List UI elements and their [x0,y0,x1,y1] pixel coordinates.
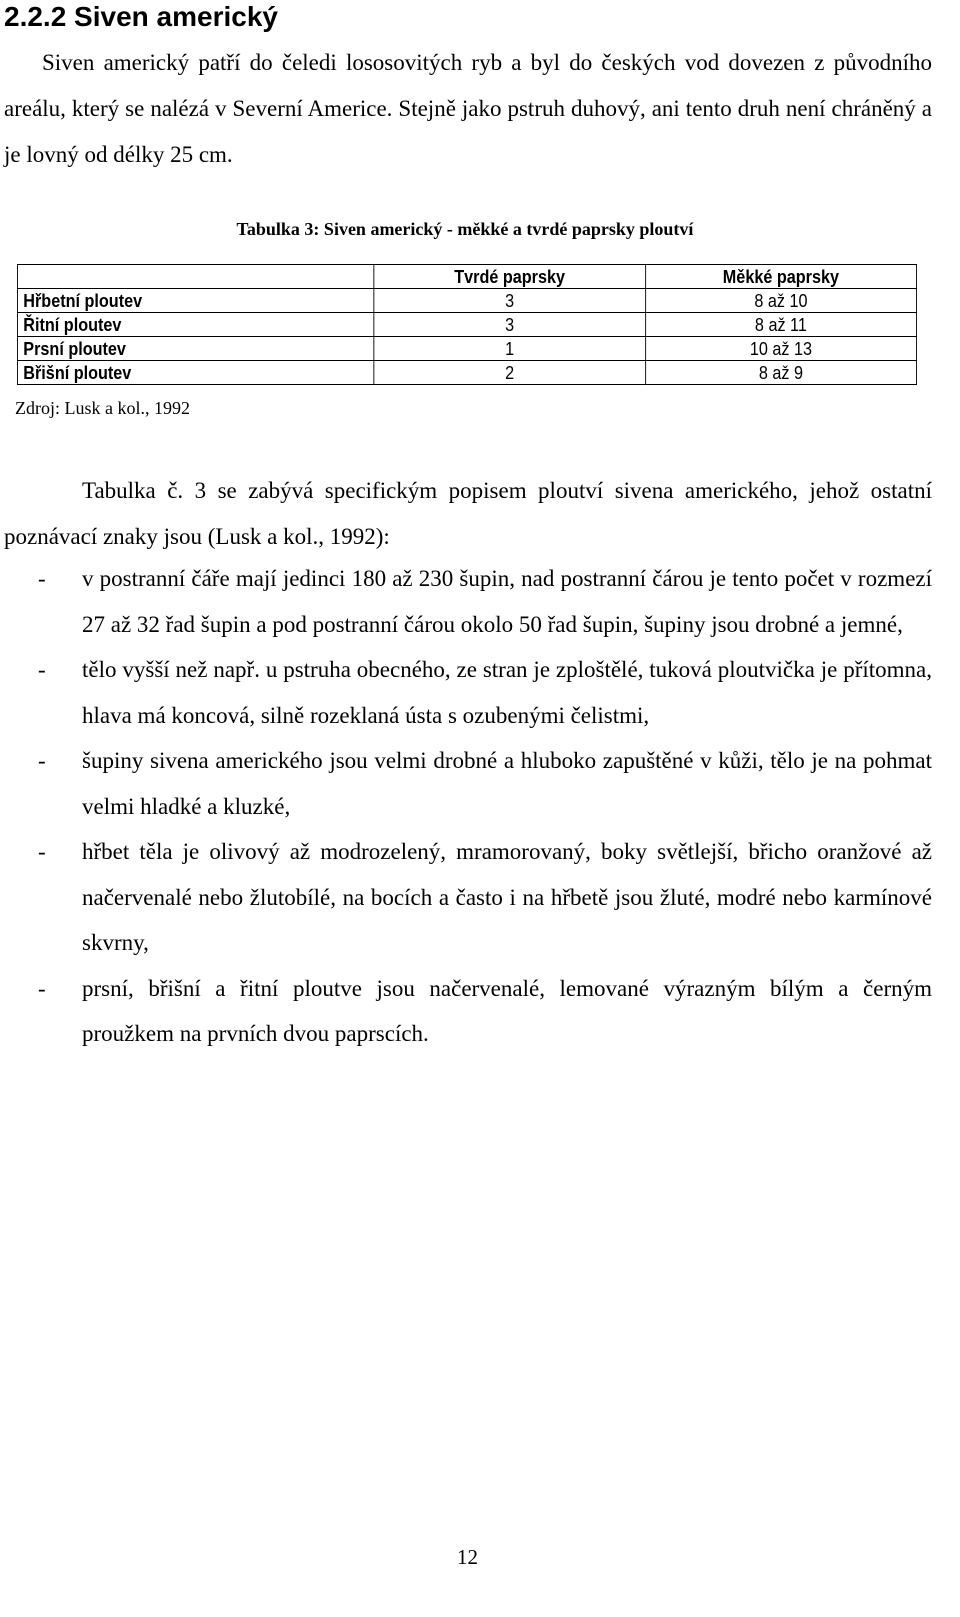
soft-rays-cell: 10 až 13 [645,337,916,361]
table-caption: Tabulka 3: Siven americký - měkké a tvrdé paprsky ploutví [236,219,694,239]
list-dash: - [38,566,46,591]
table-row [17,313,916,337]
hard-rays-cell: 1 [374,337,645,361]
list-item-text: prsní, břišní a řitní ploutve jsou načervenalé, lemované výrazným bílým a černým proužkem na prvních dvou paprscích. [82,975,932,1046]
list-item [4,829,932,966]
intro-paragraph: Siven americký patří do čeledi lososovitých ryb a byl do českých vod dovezen z původního areálu, který se nalézá v Severní Americe. Stejně jako pstruh duhový, ani tento druh není chráněný a je lovný od délky 25 cm. [4,50,932,167]
fin-rays-table [17,264,917,385]
list-dash: - [38,839,46,864]
section-heading: 2.2.2 Siven americký [4,1,278,32]
list-dash: - [38,748,46,773]
soft-rays-cell: 8 až 11 [645,313,916,337]
list-item-text: tělo vyšší než např. u pstruha obecného, ze stran je zploštělé, tuková ploutvička je přítomna, hlava má koncová, silně rozeklaná ústa s ozubenými čelistmi, [82,657,932,728]
body-paragraph: Tabulka č. 3 se zabývá specifickým popisem ploutví sivena amerického, jehož ostatní poznávací znaky jsou (Lusk a kol., 1992): [4,478,932,549]
header-hard-rays: Tvrdé paprsky [374,265,645,289]
table-row [17,337,916,361]
table-row [17,361,916,385]
hard-rays-cell: 3 [374,289,645,313]
header-soft-rays: Měkké paprsky [645,265,916,289]
page-number: 12 [457,1545,478,1569]
list-item [4,556,932,647]
fin-name-cell: Břišní ploutev [17,361,374,385]
list-item [4,647,932,738]
hard-rays-cell: 3 [374,313,645,337]
fin-name-cell: Řitní ploutev [17,313,374,337]
list-item-text: šupiny sivena amerického jsou velmi drobné a hluboko zapuštěné v kůži, tělo je na pohmat velmi hladké a kluzké, [82,748,932,819]
hard-rays-cell: 2 [374,361,645,385]
fin-name-cell: Prsní ploutev [17,337,374,361]
soft-rays-cell: 8 až 10 [645,289,916,313]
fin-name-cell: Hřbetní ploutev [17,289,374,313]
list-dash: - [38,975,46,1001]
list-item-text: v postranní čáře mají jedinci 180 až 230 šupin, nad postranní čárou je tento počet v rozmezí 27 až 32 řad šupin a pod postranní čárou okolo 50 řad šupin, šupiny jsou drobné a jemné, [82,566,932,637]
header-corner-cell [17,265,374,289]
list-dash: - [38,657,46,682]
table-header-row [17,265,916,289]
table-source: Zdroj: Lusk a kol., 1992 [15,398,190,418]
soft-rays-cell: 8 až 9 [645,361,916,385]
list-item-text: hřbet těla je olivový až modrozelený, mramorovaný, boky světlejší, břicho oranžové až načervenalé nebo žlutobílé, na bocích a často i na hřbetě jsou žluté, modré nebo karmínové skvrny, [82,839,932,955]
list-item [4,966,932,1057]
list-item [4,738,932,829]
feature-list [4,556,932,1057]
table-row [17,289,916,313]
